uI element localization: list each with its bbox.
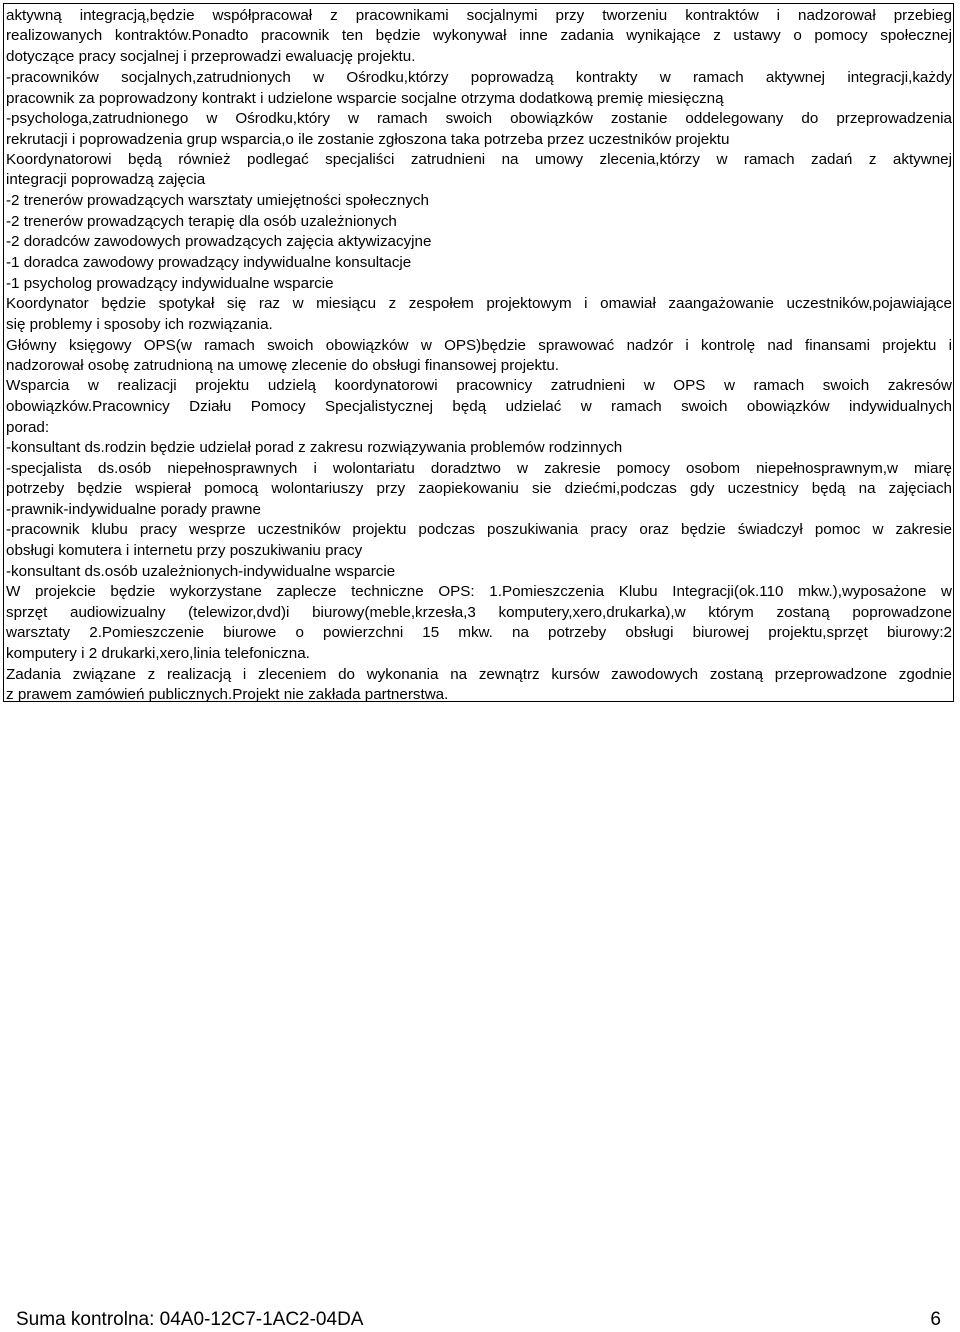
checksum-footer: Suma kontrolna: 04A0-12C7-1AC2-04DA <box>16 1309 364 1330</box>
text-line: dotyczące pracy socjalnej i przeprowadzi ewaluację projektu. <box>6 48 416 65</box>
text-line: Koordynator będzie spotykał się raz w miesiącu z zespołem projektowym i omawiał zaangażowanie uczestników,pojawiające <box>6 295 952 312</box>
text-line: -1 psycholog prowadzący indywidualne wsparcie <box>6 275 334 292</box>
text-line: -specjalista ds.osób niepełnosprawnych i wolontariatu doradztwo w zakresie pomocy osobom niepełnosprawnym,w miarę <box>6 460 952 477</box>
text-line: -2 trenerów prowadzących terapię dla osób uzależnionych <box>6 213 397 230</box>
text-line: -pracownik klubu pracy wesprze uczestników projektu podczas poszukiwania pracy oraz będzie świadczył pomoc w zakresie <box>6 521 952 538</box>
text-line: sprzęt audiowizualny (telewizor,dvd)i biurowy(meble,krzesła,3 komputery,xero,drukarka),w którym zostaną poprowadzone <box>6 604 952 621</box>
text-line: rekrutacji i poprowadzenia grup wsparcia,o ile zostanie zgłoszona taka potrzeba przez uczestników projektu <box>6 131 730 148</box>
text-line: Wsparcia w realizacji projektu udzielą koordynatorowi pracownicy zatrudnieni w OPS w ramach swoich zakresów <box>6 377 952 394</box>
text-line: komputery i 2 drukarki,xero,linia telefoniczna. <box>6 645 310 662</box>
text-line: realizowanych kontraktów.Ponadto pracownik ten będzie wykonywał inne zadania wynikające z ustawy o pomocy społecznej <box>6 27 952 44</box>
page-number: 6 <box>930 1309 941 1330</box>
text-line: nadzorował osobę zatrudnioną na umowę zlecenie do obsługi finansowej projektu. <box>6 357 560 374</box>
text-line: obsługi komutera i internetu przy poszukiwaniu pracy <box>6 542 363 559</box>
text-line: -psychologa,zatrudnionego w Ośrodku,który w ramach swoich obowiązków zostanie oddelegowany do przeprowadzenia <box>6 110 952 127</box>
text-line: -prawnik-indywidualne porady prawne <box>6 501 261 518</box>
text-line: -2 doradców zawodowych prowadzących zajęcia aktywizacyjne <box>6 233 432 250</box>
text-line: -2 trenerów prowadzących warsztaty umiejętności społecznych <box>6 192 429 209</box>
text-line: z prawem zamówień publicznych.Projekt nie zakłada partnerstwa. <box>6 686 449 703</box>
text-line: pracownik za poprowadzony kontrakt i udzielone wsparcie socjalne otrzyma dodatkową premię miesięczną <box>6 90 724 107</box>
text-line: -pracowników socjalnych,zatrudnionych w Ośrodku,którzy poprowadzą kontrakty w ramach aktywnej integracji,każdy <box>6 69 952 86</box>
text-line: aktywną integracją,będzie współpracował z pracownikami socjalnymi przy tworzeniu kontraktów i nadzorował przebieg <box>6 7 952 24</box>
text-line: się problemy i sposoby ich rozwiązania. <box>6 316 273 333</box>
text-line: -konsultant ds.rodzin będzie udzielał porad z zakresu rozwiązywania problemów rodzinnych <box>6 439 623 456</box>
text-line: -1 doradca zawodowy prowadzący indywidualne konsultacje <box>6 254 412 271</box>
text-line: W projekcie będzie wykorzystane zaplecze techniczne OPS: 1.Pomieszczenia Klubu Integracji(ok.110 mkw.),wyposażone w <box>6 583 952 600</box>
text-line: Koordynatorowi będą również podlegać specjaliści zatrudnieni na umowy zlecenia,którzy w ramach zadań z aktywnej <box>6 151 952 168</box>
text-line: porad: <box>6 419 50 436</box>
text-line: potrzeby będzie wspierał pomocą wolontariuszy przy zaopiekowaniu sie dziećmi,podczas gdy uczestnicy będą na zajęciach <box>6 480 952 497</box>
text-line: Główny księgowy OPS(w ramach swoich obowiązków w OPS)będzie sprawować nadzór i kontrolę nad finansami projektu i <box>6 337 952 354</box>
text-line: integracji poprowadzą zajęcia <box>6 171 206 188</box>
text-line: Zadania związane z realizacją i zleceniem do wykonania na zewnątrz kursów zawodowych zostaną przeprowadzone zgodnie <box>6 666 952 683</box>
text-line: -konsultant ds.osób uzależnionych-indywidualne wsparcie <box>6 563 396 580</box>
text-line: obowiązków.Pracownicy Działu Pomocy Specjalistycznej będą udzielać w ramach swoich obowiązków indywidualnych <box>6 398 952 415</box>
text-line: warsztaty 2.Pomieszczenie biurowe o powierzchni 15 mkw. na potrzeby obsługi biurowej projektu,sprzęt biurowy:2 <box>6 624 952 641</box>
